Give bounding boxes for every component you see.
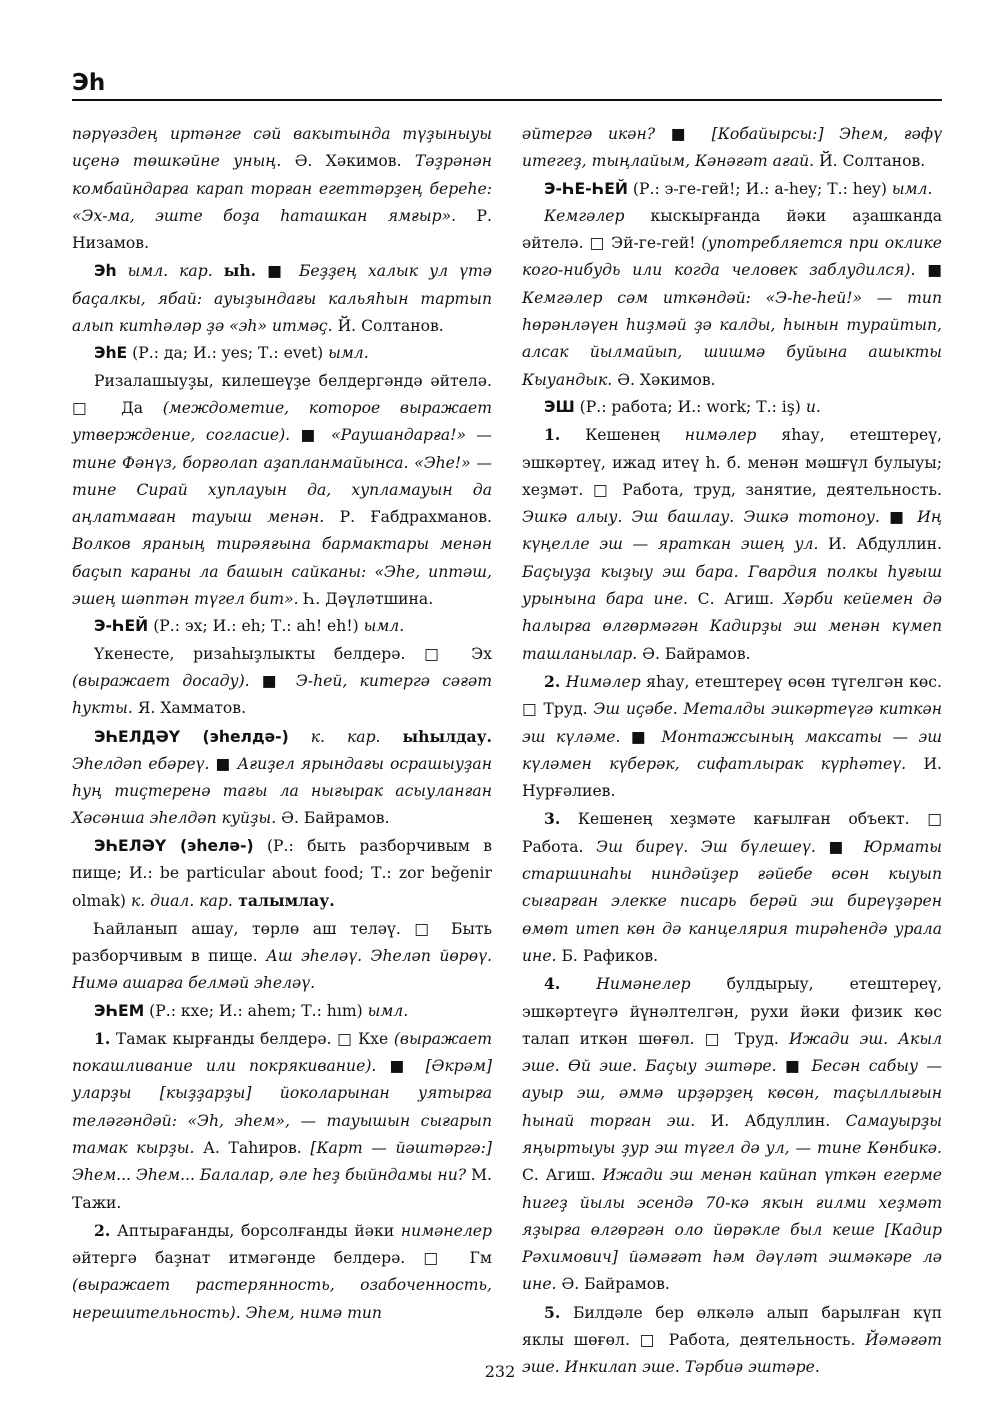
- dictionary-paragraph: [72, 613, 492, 640]
- text-run: С. Агиш.: [688, 590, 784, 609]
- text-run: нимәнелер: [400, 1221, 492, 1240]
- text-run: ■: [915, 261, 942, 280]
- text-run: Беҙҙең халык ул үтә баҫалкы, ябай: ауыҙындағы кальяһын тартып алып китһәләр ҙә «эһ» итмәҫ.: [72, 262, 492, 336]
- dictionary-paragraph: [522, 121, 942, 176]
- text-run: кыскырғанда йәки аҙашканда әйтелә. □ Эй-ге-гей!: [522, 206, 942, 253]
- text-run: 4.: [544, 974, 561, 994]
- text-run: И. Абдуллин.: [818, 535, 942, 554]
- text-run: ■: [776, 1057, 812, 1076]
- right-column: [522, 121, 942, 1382]
- text-run: (выражает досаду).: [72, 671, 250, 690]
- text-run: 2.: [94, 1220, 111, 1240]
- text-run: Ағиҙел ярындағы осрашыуҙан һуң тиҫтеренә тағы ла нығырак асыуланған Хәсәнша эһелдәп куйҙы.: [72, 754, 492, 828]
- dictionary-paragraph: [522, 970, 942, 1299]
- text-run: [Карт — йәштәргә:] Эһем... Эһем... Балалар, әле һеҙ быйндамы ни?: [72, 1138, 492, 1185]
- text-run: [Әкрәм] уларҙы [кыҙҙарҙы] йоколарынан уятырға теләгәндәй: «Эһ, эһем», — тауышын сығарып тамак кырҙы.: [72, 1057, 492, 1157]
- text-run: Ә. Хәкимов.: [281, 152, 415, 171]
- text-run: Б. Рафиков.: [556, 946, 659, 965]
- text-run: Нимәнелер: [560, 975, 691, 994]
- text-run: 1.: [544, 425, 561, 445]
- text-run: Бесән сабыу — ауыр эш, әммә ирҙәрҙең көсөн, таҫыллығын һынай торған эш.: [522, 1057, 942, 1130]
- text-run: (Р.: быть разборчивым в пище; И.: be particular about food; Т.: zor beğenir olmak): [72, 836, 493, 911]
- dictionary-paragraph: [522, 203, 942, 394]
- text-run: Й. Солтанов.: [332, 317, 444, 336]
- text-run: Тамак кырғанды белдерә. □ Кхе: [110, 1029, 394, 1048]
- text-run: Кешенең хеҙмәте кағылған объект. □ Работа.: [522, 810, 942, 856]
- text-run: Иң күңелле эш — яраткан эшең ул.: [522, 508, 942, 554]
- text-run: 5.: [544, 1302, 561, 1322]
- running-header: Эһ: [72, 70, 106, 96]
- text-run: Һайланып ашау, төрлө аш теләү. □ Быть разборчивым в пище.: [72, 919, 492, 965]
- text-run: Ризалашыуҙы, килешеүҙе белдергәндә әйтелә. □ Да: [72, 371, 492, 417]
- headword: ЭҺЕЛДӘҮ (эһелдә-): [94, 727, 289, 746]
- dictionary-paragraph: [72, 1025, 492, 1217]
- dictionary-paragraph: [522, 394, 942, 421]
- text-run: И. Абдуллин.: [695, 1111, 846, 1130]
- text-run: Самауырҙы яңыртыуы ҙур эш түгел дә ул, — тине Көнбикә.: [522, 1111, 942, 1157]
- text-run: Тәҙрәнән комбайндарға карап торған егеттәрҙең береһе: «Эх-ма, эште боҙа һаташкан ямғыр».: [72, 152, 493, 225]
- text-run: (выражает покашливание или покрякивание).: [72, 1029, 492, 1076]
- headword: Э-ҺЕ-ҺЕЙ: [544, 179, 628, 198]
- dictionary-paragraph: [72, 641, 492, 723]
- text-run: И. Нурғәлиев.: [522, 754, 942, 801]
- text-run: А. Таһиров.: [194, 1138, 311, 1157]
- text-run: Эш биреү. Эш бүлешеү.: [596, 837, 816, 856]
- text-run: ымл. кар.: [116, 262, 224, 281]
- text-run: (Р.: э-ге-гей!; И.: a-hey; Т.: hey): [627, 179, 892, 198]
- text-run: Ә. Хәкимов.: [612, 370, 716, 389]
- headword: ЭҺЕМ: [94, 1001, 145, 1020]
- text-run: Баҫыуҙа кыҙыу эш бара. Гвардия полкы һуғыш урынына бара ине.: [522, 562, 942, 609]
- text-run: Монтажсының максаты — эш күләмен күберәк, сифатлырак күрһәтеү.: [522, 727, 942, 773]
- text-run: ыһ.: [223, 261, 257, 281]
- text-run: Й. Солтанов.: [814, 152, 926, 171]
- text-run: (Р.: работа; И.: work; Т.: iş): [574, 397, 806, 416]
- text-run: Эшкә алыу. Эш башлау. Эшкә тотоноу.: [522, 508, 880, 527]
- dictionary-paragraph: [522, 176, 942, 203]
- text-run: Билдәле бер өлкәлә алып барылған күп яклы шөғөл. □ Работа, деятельность.: [522, 1303, 942, 1350]
- text-run: нимәлер: [684, 426, 757, 445]
- text-run: Үкенесте, ризаһыҙлыкты белдерә. □ Эх: [94, 644, 492, 663]
- text-run: Аш эһеләү. Эһеләп йөрөү. Нимә ашарға белмәй эһеләү.: [72, 946, 492, 993]
- text-run: ■: [376, 1057, 426, 1076]
- text-run: ымл.: [891, 179, 933, 198]
- text-run: ымл.: [328, 344, 369, 363]
- text-run: [Кобайырсы:] Эһем, ғәфү итегеҙ, тыңлайым, Кәнәғәт ағай.: [522, 125, 942, 171]
- dictionary-paragraph: [72, 998, 492, 1025]
- text-run: Я. Хамматов.: [132, 699, 247, 718]
- text-run: Ә. Байрамов.: [637, 644, 751, 663]
- text-run: 3.: [544, 809, 561, 829]
- text-run: Йәмәғәт эше. Инкилап эше. Тәрбиә эштәре.: [522, 1331, 942, 1377]
- text-run: ыһылдау.: [402, 726, 492, 746]
- text-run: (междометие, которое выражает утверждение, согласие).: [72, 398, 493, 445]
- header-rule: [72, 99, 942, 101]
- text-run: яһау, етештереү өсөн түгелгән көс. □ Труд.: [522, 672, 942, 719]
- dictionary-paragraph: [72, 368, 492, 614]
- dictionary-paragraph: [72, 723, 492, 833]
- text-run: к. кар.: [288, 727, 403, 746]
- dictionary-paragraph: [522, 421, 942, 668]
- text-run: Кемгәлер: [544, 206, 625, 225]
- text-run: Ижади эш менән кайнап үткән егерме һигеҙ йылы эсендә 70-кә якын ғилми хеҙмәт яҙырға өлгөргән оло йөрәкле был кеше [Кадир Рәхимович] йәмәғәт һәм дәүләт эшмәкәре лә ине.: [522, 1166, 942, 1294]
- text-run: әйтергә икән?: [522, 125, 656, 143]
- text-run: 1.: [94, 1028, 111, 1048]
- text-run: Волков яраның тирәяғына бармактары менән баҫып караны ла башын сайканы: «Эһе, иптәш, эшең шәптән түгел бит».: [72, 535, 492, 609]
- headword: Эһ: [94, 262, 117, 281]
- text-run: Р. Ғабдрахманов.: [324, 508, 492, 527]
- text-run: к. диал. кар.: [130, 892, 233, 911]
- text-run: ■: [290, 426, 332, 445]
- page-number: 232: [484, 1362, 516, 1381]
- text-run: Эһелдәп ебәреү.: [72, 754, 210, 773]
- text-run: Кешенең: [560, 426, 685, 445]
- text-run: ■: [249, 671, 296, 690]
- text-run: Эш иҫәбе. Металды эшкәртеүгә киткән эш күләме.: [522, 700, 942, 746]
- headword: Э-ҺЕЙ: [94, 617, 149, 636]
- text-run: (выражает растерянность, озабоченность, нерешительность). Эһем, нимә тип: [72, 1276, 492, 1322]
- dictionary-paragraph: [522, 805, 942, 970]
- dictionary-paragraph: [72, 340, 492, 367]
- text-run: ■: [620, 727, 662, 746]
- text-run: яһау, етештереү, эшкәртеү, ижад итеү һ. б. менән мәшғүл булыуы; хеҙмәт. □ Работа, труд, занятие, деятельность.: [522, 426, 943, 499]
- text-run: Ә. Байрамов.: [276, 809, 390, 828]
- text-run: Һ. Дәүләтшина.: [298, 590, 434, 609]
- text-run: ■: [256, 262, 299, 281]
- text-run: С. Агиш.: [522, 1166, 603, 1185]
- text-run: Кемгәлер сәм иткәндәй: «Э-һе-һей!» — тип һөрәнләүен һиҙмәй ҙә калды, һынын турайтып, алсак йылмайып, шишмә буйына ашыкты Кыуандык.: [522, 288, 942, 389]
- text-run: (употребляется при оклике кого-нибудь или когда человек заблудился).: [522, 234, 942, 280]
- text-run: Р. Низамов.: [72, 206, 492, 253]
- text-run: Хәрби кейемен дә һалырға өлгөрмәгән Кадирҙы эш менән күмеп ташланылар.: [522, 590, 942, 663]
- dictionary-paragraph: [72, 1217, 492, 1327]
- dictionary-paragraph: [72, 833, 492, 916]
- headword: ЭһЕ: [94, 344, 128, 363]
- text-run: әйтергә баҙнат итмәгәнде белдерә. □ Гм: [72, 1249, 492, 1268]
- headword: ЭҺЕЛӘҮ (эһелә-): [94, 836, 254, 855]
- text-run: талымлау.: [232, 891, 335, 911]
- text-run: ■: [815, 837, 864, 856]
- text-run: (Р.: да; И.: yes; Т.: evet): [127, 344, 329, 363]
- text-run: ■: [655, 125, 712, 143]
- text-run: Э-һей, китергә сәғәт һукты.: [72, 671, 492, 718]
- text-run: булдырыу, етештереү, эшкәртеүгә йүнәлтелгән, рухи йәки физик көс талап иткән шөғөл. □ Труд.: [522, 975, 942, 1048]
- text-run: пәрүәздең иртәнге сәй вакытында түҙыныуы иҫенә төшкәйне уның.: [72, 125, 492, 171]
- text-run: Ижади эш. Акыл эше. Өй эше. Баҫыу эштәре.: [522, 1029, 942, 1076]
- text-run: ■: [209, 754, 238, 773]
- dictionary-paragraph: [522, 668, 942, 805]
- dictionary-paragraph: [72, 257, 492, 340]
- dictionary-paragraph: [72, 916, 492, 998]
- text-run: ымл.: [363, 617, 405, 636]
- left-column: [72, 121, 492, 1327]
- headword: ЭШ: [544, 397, 575, 416]
- text-run: (Р.: кхе; И.: ahem; Т.: hım): [144, 1001, 368, 1020]
- text-run: и.: [805, 397, 821, 416]
- text-run: ымл.: [367, 1001, 409, 1020]
- text-run: (Р.: эх; И.: eh; Т.: ah! eh!): [148, 617, 364, 636]
- text-run: Ә. Байрамов.: [556, 1275, 670, 1294]
- text-run: Юрматы старшинаһы ниндәйҙер ғәйебе өсөн кыуып сығарған элекке писарь берәй эш биреүҙәрен өмөт итеп көн дә канцелярия тирәһендә урала ине.: [522, 837, 943, 965]
- text-run: ■: [879, 508, 918, 527]
- dictionary-paragraph: [72, 121, 492, 257]
- text-run: 2.: [544, 671, 561, 691]
- text-run: «Раушандарға!» — тине Фәнүз, борғолап аҙапланмайынса. «Эһе!» — тине Сирай хуплауын да, хупламауын да аңлатмаған тауыш менән.: [72, 426, 492, 527]
- text-run: М. Тажи.: [72, 1166, 492, 1212]
- text-run: Аптырағанды, борсолғанды йәки: [110, 1221, 401, 1240]
- text-run: Нимәлер: [560, 672, 641, 691]
